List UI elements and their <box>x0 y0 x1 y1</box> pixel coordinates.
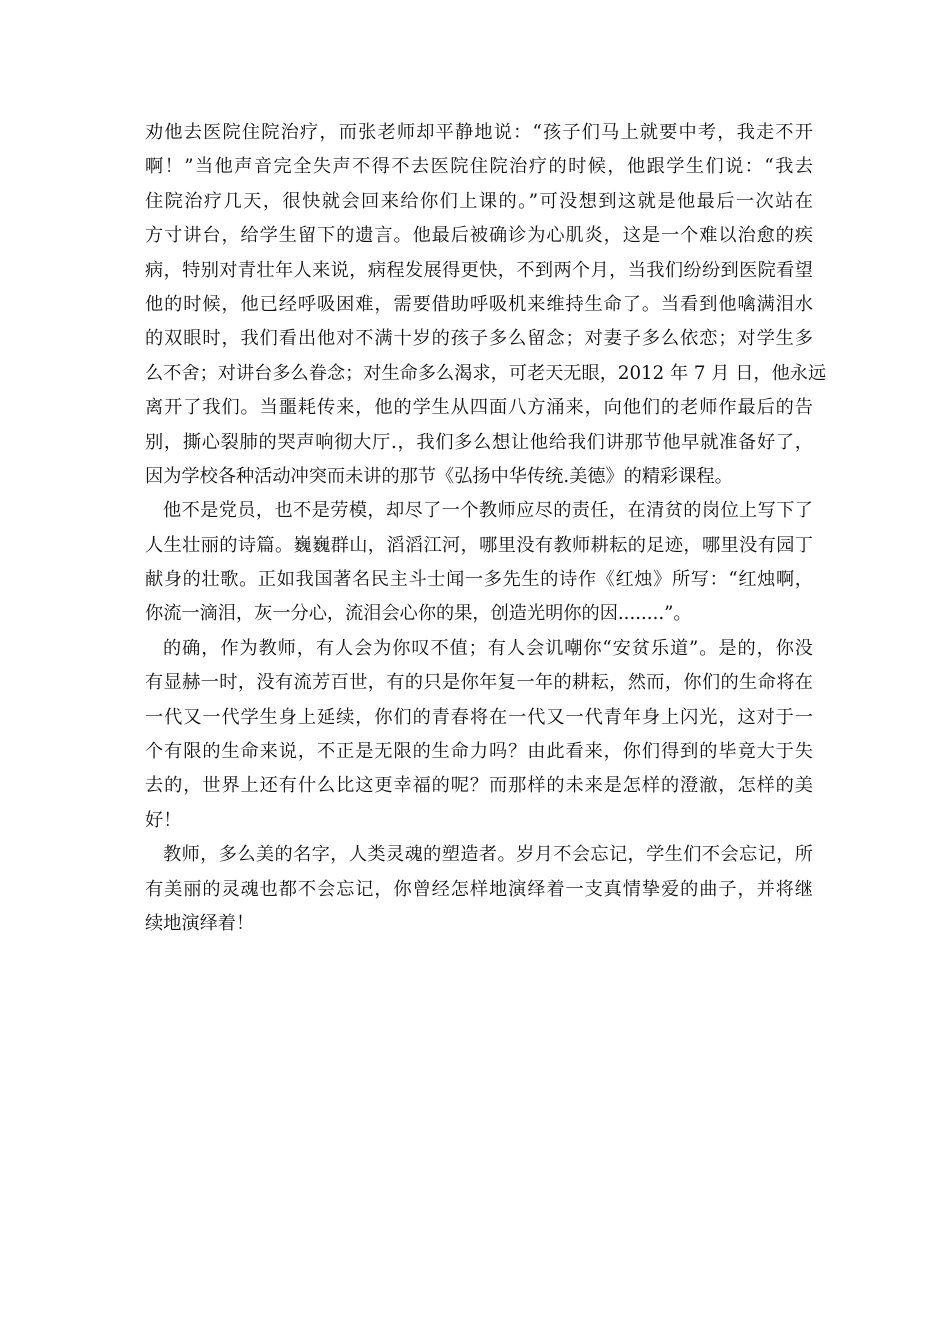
text-line: 个有限的生命来说，不正是无限的生命力吗？由此看来，你们得到的毕竟大于失 <box>145 741 813 763</box>
text-line: 啊！”当他声音完全失声不得不去医院住院治疗的时候，他跟学生们说：“我去 <box>145 156 813 178</box>
paragraph <box>145 116 827 494</box>
paragraph <box>145 838 813 941</box>
text-line: 献身的壮歌。正如我国著名民主斗士闻一多先生的诗作《红烛》所写：“红烛啊， <box>145 569 813 591</box>
text-line: 住院治疗几天，很快就会回来给你们上课的。”可没想到这就是他最后一次站在 <box>145 190 813 212</box>
paragraph <box>145 632 813 838</box>
text-line: 一代又一代学生身上延续，你们的青春将在一代又一代青年身上闪光，这对于一 <box>145 706 813 728</box>
text-line: 去的，世界上还有什么比这更幸福的呢？而那样的未来是怎样的澄澈，怎样的美 <box>145 775 813 797</box>
text-line: 人生壮丽的诗篇。巍巍群山，滔滔江河，哪里没有教师耕耘的足迹，哪里没有园丁 <box>145 534 813 556</box>
text-line: 方寸讲台，给学生留下的遗言。他最后被确诊为心肌炎，这是一个难以治愈的疾 <box>145 225 813 247</box>
text-line: 有显赫一时，没有流芳百世，有的只是你年复一年的耕耘，然而，你们的生命将在 <box>145 672 813 694</box>
text-line: 他不是党员，也不是劳模，却尽了一个教师应尽的责任，在清贫的岗位上写下了 <box>163 500 813 522</box>
text-line: 病，特别对青壮年人来说，病程发展得更快，不到两个月，当我们纷纷到医院看望 <box>145 259 813 281</box>
text-line: 续地演绎着！ <box>145 912 255 934</box>
text-line: 离开了我们。当噩耗传来，他的学生从四面八方涌来，向他们的老师作最后的告 <box>145 397 813 419</box>
text-line: 别，撕心裂肺的哭声响彻大厅.，我们多么想让他给我们讲那节他早就准备好了， <box>145 431 813 453</box>
text-line: 他的时候，他已经呼吸困难，需要借助呼吸机来维持生命了。当看到他噙满泪水 <box>145 293 813 315</box>
document-body <box>145 116 827 941</box>
text-line: 好！ <box>145 809 182 831</box>
text-line: 么不舍；对讲台多么眷念；对生命多么渴求，可老天无眼，2012 年 7 月 日，他永远 <box>145 362 827 384</box>
text-line: 的确，作为教师，有人会为你叹不值；有人会讥嘲你“安贫乐道”。是的，你没 <box>163 637 813 659</box>
text-line: 你流一滴泪，灰一分心，流泪会心你的果，创造光明你的因........”。 <box>145 603 692 625</box>
text-line: 劝他去医院住院治疗，而张老师却平静地说：“孩子们马上就要中考，我走不开 <box>145 122 813 143</box>
text-line: 的双眼时，我们看出他对不满十岁的孩子多么留念；对妻子多么依恋；对学生多 <box>145 328 813 350</box>
text-line: 有美丽的灵魂也都不会忘记，你曾经怎样地演绎着一支真情挚爱的曲子，并将继 <box>145 878 813 900</box>
text-line: 教师，多么美的名字，人类灵魂的塑造者。岁月不会忘记，学生们不会忘记，所 <box>163 844 813 866</box>
paragraph <box>145 494 813 632</box>
text-line: 因为学校各种活动冲突而未讲的那节《弘扬中华传统.美德》的精彩课程。 <box>145 465 733 487</box>
